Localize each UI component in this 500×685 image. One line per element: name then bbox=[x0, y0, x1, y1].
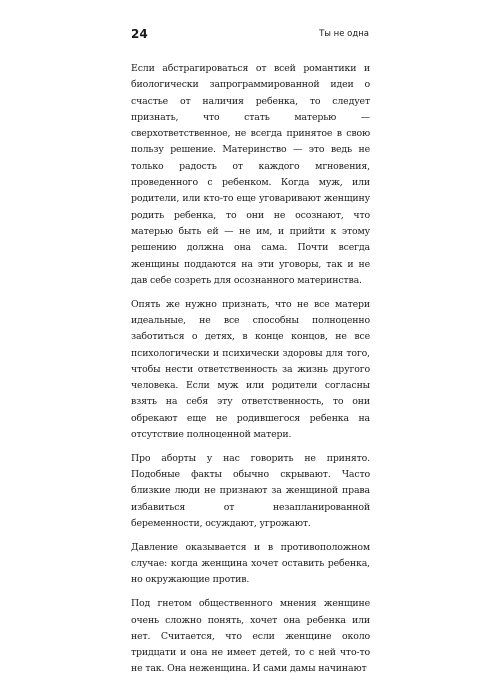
body-text bbox=[131, 61, 370, 685]
paragraph-3: Про аборты у нас говорить не принято. Подобные факты обычно скрывают. Часто близкие люди не признают за женщиной права избавиться от незапланированной беременности, осуждают, угрожают. bbox=[131, 452, 370, 530]
paragraph-4: Давление оказывается и в противоположном случае: когда женщина хочет оставить ребенка, но окружающие против. bbox=[131, 541, 370, 586]
paragraph-5: Под гнетом общественного мнения женщине очень сложно понять, хочет она ребенка или нет. Считается, что если женщине около тридцати и она не имеет детей, то с ней что-то не так. Она неженщина. И сами дамы начинают bbox=[131, 598, 370, 675]
paragraph-2: Опять же нужно признать, что не все матери идеальные, не все способны полноценно заботиться о детях, в конце концов, не все психологически и психически здоровы для того, чтобы нести ответственность за жизнь другого человека. Если муж или родители согласны взять на себя эту ответственность, то они обрекают еще не родившегося ребенка на отсутствие полноценной матери. bbox=[131, 298, 370, 441]
page-header bbox=[131, 26, 369, 42]
paragraph-1: Если абстрагироваться от всей романтики и биологически запрограммированной идеи о счастье от наличия ребенка, то следует признать, что стать матерью — сверхответственное, не всегда принятое в свою пользу решение. Материнство — это ведь не только радость от каждого мгновения, проведенного с ребенком. Когда муж, или родители, или кто-то еще уговаривают женщину родить ребенка, то они не осознают, что матерью быть ей — не им, и прийти к этому решению должна она сама. Почти всегда женщины поддаются на эти уговоры, так и не дав себе созреть для осознанного материнства. bbox=[131, 63, 370, 286]
running-title: Ты не одна bbox=[319, 29, 369, 39]
page-number: 24 bbox=[131, 27, 148, 41]
